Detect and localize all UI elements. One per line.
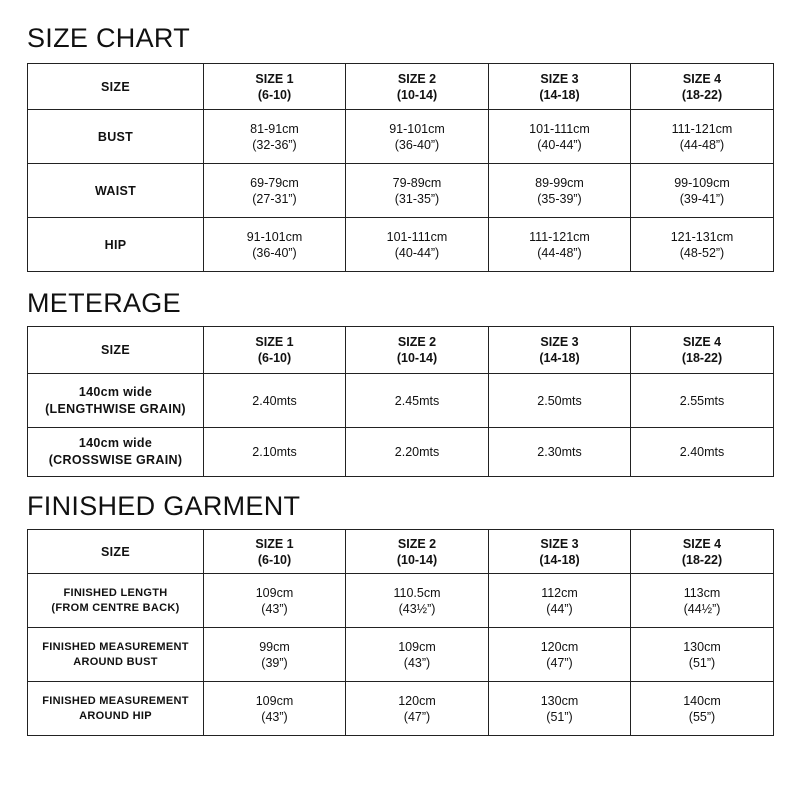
table-cell: 2.40mts — [204, 374, 346, 428]
table-cell: 109cm (43”) — [204, 574, 346, 628]
table-row-hip — [28, 218, 774, 272]
table-cell: 69-79cm (27-31”) — [204, 164, 346, 218]
table-cell: 120cm (47”) — [489, 628, 631, 682]
row-label-bust: BUST — [28, 110, 204, 164]
table-cell: 140cm (55”) — [631, 682, 774, 736]
finished-garment-table — [27, 529, 774, 736]
size-column-header: SIZE — [28, 327, 204, 374]
meterage-table — [27, 326, 774, 477]
table-cell: 89-99cm (35-39”) — [489, 164, 631, 218]
column-header-size-3: SIZE 3 (14-18) — [489, 530, 631, 574]
table-row-bust — [28, 110, 774, 164]
table-cell: 91-101cm (36-40”) — [346, 110, 489, 164]
column-header-size-1: SIZE 1 (6-10) — [204, 327, 346, 374]
column-header-size-3: SIZE 3 (14-18) — [489, 327, 631, 374]
table-row-crosswise — [28, 428, 774, 477]
table-row-finished-length — [28, 574, 774, 628]
table-cell: 2.40mts — [631, 428, 774, 477]
table-cell: 130cm (51”) — [631, 628, 774, 682]
row-label-waist: WAIST — [28, 164, 204, 218]
row-label-crosswise-grain: 140cm wide (CROSSWISE GRAIN) — [28, 428, 204, 477]
row-label-lengthwise-grain: 140cm wide (LENGTHWISE GRAIN) — [28, 374, 204, 428]
table-cell: 113cm (44½”) — [631, 574, 774, 628]
column-header-size-4: SIZE 4 (18-22) — [631, 327, 774, 374]
column-header-size-1: SIZE 1 (6-10) — [204, 64, 346, 110]
table-cell: 130cm (51”) — [489, 682, 631, 736]
table-cell: 2.45mts — [346, 374, 489, 428]
row-label-finished-length: FINISHED LENGTH (FROM CENTRE BACK) — [28, 574, 204, 628]
table-cell: 91-101cm (36-40”) — [204, 218, 346, 272]
table-cell: 79-89cm (31-35”) — [346, 164, 489, 218]
table-cell: 2.30mts — [489, 428, 631, 477]
column-header-size-2: SIZE 2 (10-14) — [346, 64, 489, 110]
table-header-row — [28, 327, 774, 374]
table-cell: 109cm (43”) — [346, 628, 489, 682]
meterage-title: METERAGE — [27, 288, 181, 318]
table-row-around-bust — [28, 628, 774, 682]
size-chart-table — [27, 63, 774, 272]
column-header-size-1: SIZE 1 (6-10) — [204, 530, 346, 574]
table-row-around-hip — [28, 682, 774, 736]
table-cell: 99cm (39”) — [204, 628, 346, 682]
table-cell: 99-109cm (39-41”) — [631, 164, 774, 218]
table-row-lengthwise — [28, 374, 774, 428]
table-cell: 101-111cm (40-44”) — [489, 110, 631, 164]
table-cell: 111-121cm (44-48”) — [489, 218, 631, 272]
table-cell: 101-111cm (40-44”) — [346, 218, 489, 272]
table-cell: 121-131cm (48-52”) — [631, 218, 774, 272]
table-row-waist — [28, 164, 774, 218]
table-cell: 109cm (43”) — [204, 682, 346, 736]
table-cell: 120cm (47”) — [346, 682, 489, 736]
row-label-around-hip: FINISHED MEASUREMENT AROUND HIP — [28, 682, 204, 736]
row-label-hip: HIP — [28, 218, 204, 272]
table-cell: 2.10mts — [204, 428, 346, 477]
table-cell: 112cm (44”) — [489, 574, 631, 628]
table-cell: 110.5cm (43½”) — [346, 574, 489, 628]
table-header-row — [28, 64, 774, 110]
table-cell: 2.50mts — [489, 374, 631, 428]
column-header-size-2: SIZE 2 (10-14) — [346, 327, 489, 374]
column-header-size-4: SIZE 4 (18-22) — [631, 530, 774, 574]
size-chart-title: SIZE CHART — [27, 23, 191, 53]
size-column-header: SIZE — [28, 530, 204, 574]
table-cell: 2.20mts — [346, 428, 489, 477]
table-header-row — [28, 530, 774, 574]
column-header-size-4: SIZE 4 (18-22) — [631, 64, 774, 110]
table-cell: 111-121cm (44-48”) — [631, 110, 774, 164]
row-label-around-bust: FINISHED MEASUREMENT AROUND BUST — [28, 628, 204, 682]
column-header-size-3: SIZE 3 (14-18) — [489, 64, 631, 110]
table-cell: 2.55mts — [631, 374, 774, 428]
size-column-header: SIZE — [28, 64, 204, 110]
column-header-size-2: SIZE 2 (10-14) — [346, 530, 489, 574]
finished-garment-title: FINISHED GARMENT — [27, 491, 301, 521]
table-cell: 81-91cm (32-36”) — [204, 110, 346, 164]
